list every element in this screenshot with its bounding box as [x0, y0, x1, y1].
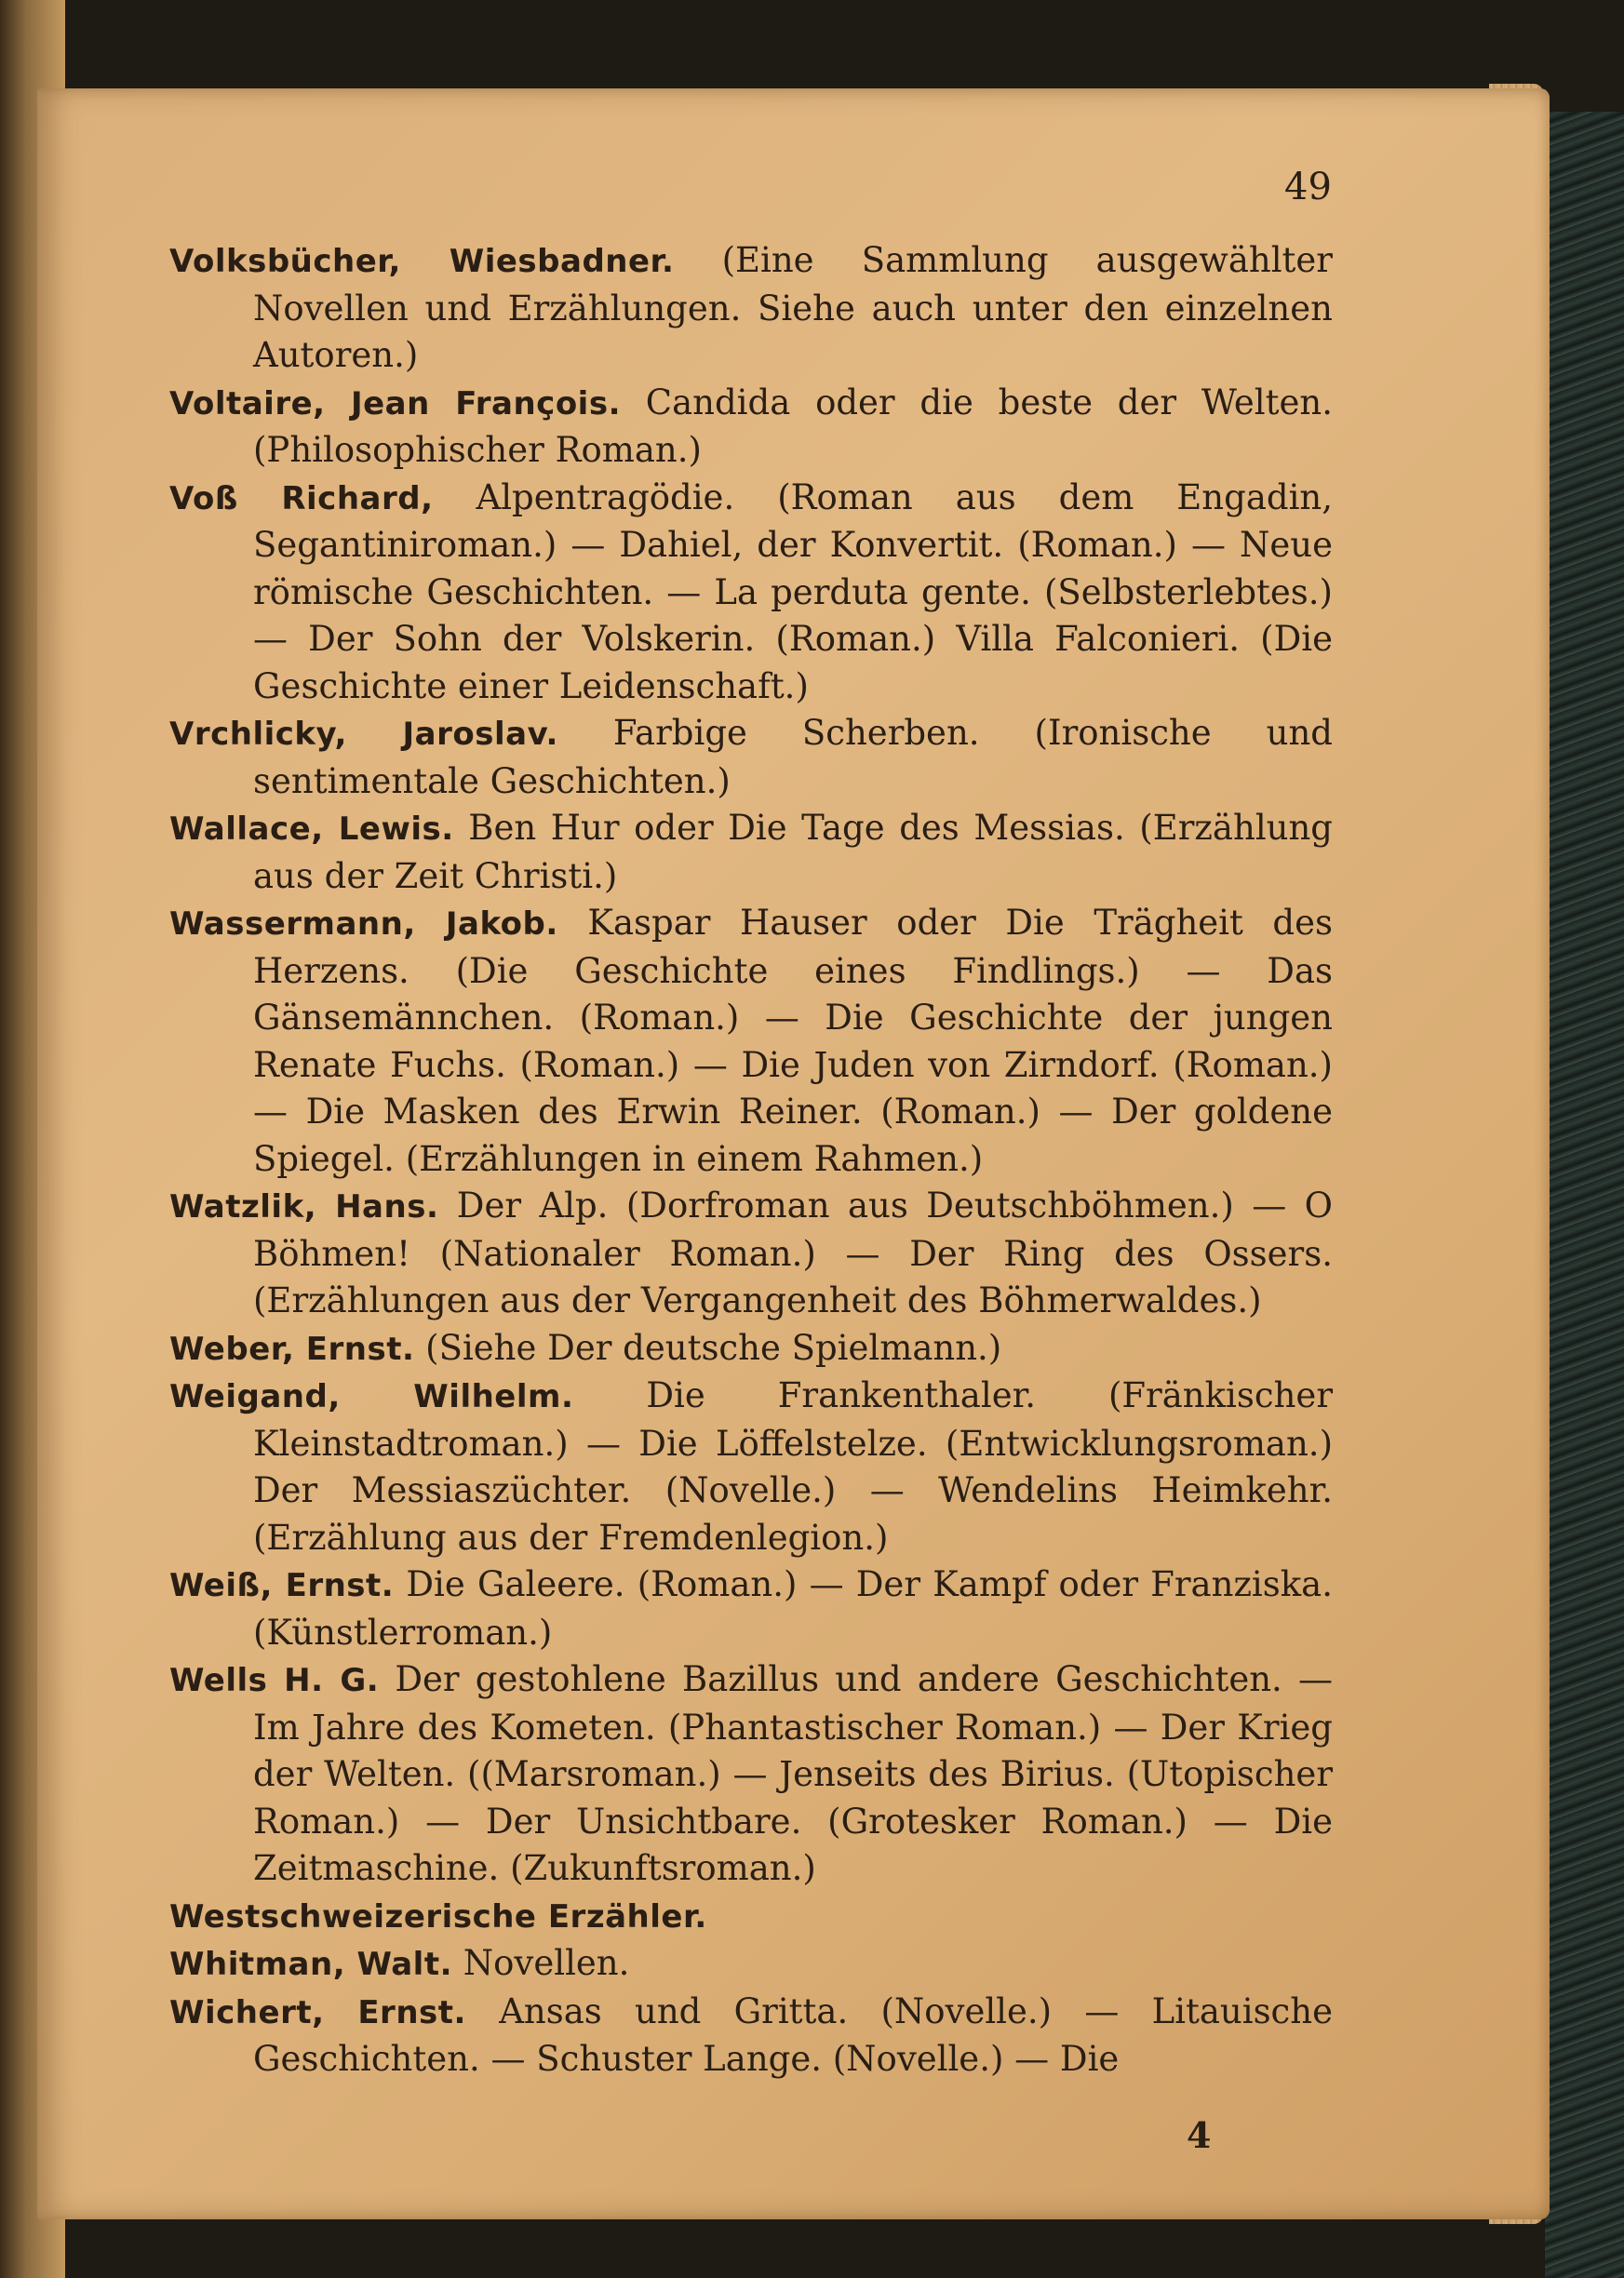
entry-author: Wells H. G.	[169, 1662, 380, 1699]
catalog-entry	[169, 1325, 1333, 1374]
catalog-entry	[169, 1989, 1333, 2084]
catalog-entry	[169, 237, 1333, 380]
catalog-entry	[169, 1656, 1333, 1893]
entry-works: Ansas und Gritta. (Novelle.) — Litauische Geschichten. — Schuster Lange. (Novelle.) — Die	[253, 1990, 1333, 2079]
entry-author: Westschweizerische Erzähler.	[169, 1897, 707, 1936]
entry-author: Whitman, Walt.	[169, 1946, 453, 1983]
catalog-text-block	[169, 237, 1333, 2084]
book-binding-right	[1545, 112, 1624, 2278]
entry-author: Weigand, Wilhelm.	[169, 1378, 574, 1415]
entry-author: Watzlik, Hans.	[169, 1188, 439, 1226]
entry-works: Der gestohlene Bazillus und andere Geschichten. — Im Jahre des Kometen. (Phantastischer Roman.) — Der Krieg der Welten. ((Marsroman.) — Jenseits des Birius. (Utopischer Roman.) — Der Unsichtbare. (Grotesker Roman.) — Die Zeitmaschine. (Zukunftsroman.)	[253, 1659, 1334, 1888]
catalog-entry	[169, 1183, 1333, 1325]
catalog-entry	[169, 1561, 1333, 1656]
entry-works: Novellen.	[463, 1943, 630, 1983]
signature-mark: 4	[1187, 2114, 1212, 2156]
entry-works: Farbige Scherben. (Ironische und sentimentale Geschichten.)	[253, 713, 1333, 801]
entry-author: Voß Richard,	[169, 479, 434, 517]
catalog-entry	[169, 900, 1333, 1183]
entry-works: Ben Hur oder Die Tage des Messias. (Erzählung aus der Zeit Christi.)	[253, 808, 1333, 896]
entry-author: Wichert, Ernst.	[169, 1993, 466, 2031]
catalog-entry	[169, 710, 1333, 805]
entry-author: Weber, Ernst.	[169, 1330, 415, 1368]
entry-works: Kaspar Hauser oder Die Trägheit des Herzens. (Die Geschichte eines Findlings.) — Das Gänsemännchen. (Roman.) — Die Geschichte der jungen Renate Fuchs. (Roman.) — Die Juden von Zirndorf. (Roman.) — Die Masken des Erwin Reiner. (Roman.) — Der goldene Spiegel. (Erzählungen in einem Rahmen.)	[253, 903, 1334, 1179]
entry-author: Vrchlicky, Jaroslav.	[169, 716, 558, 753]
entry-works: (Siehe Der deutsche Spielmann.)	[425, 1327, 1002, 1368]
catalog-entry	[169, 805, 1333, 900]
entry-author: Weiß, Ernst.	[169, 1567, 395, 1604]
entry-author: Wallace, Lewis.	[169, 811, 454, 848]
entry-author: Volksbücher, Wiesbadner.	[169, 243, 675, 280]
entry-author: Voltaire, Jean François.	[169, 384, 621, 422]
catalog-entry	[169, 1373, 1333, 1561]
entry-works: Candida oder die beste der Welten. (Philosophischer Roman.)	[253, 382, 1333, 470]
page-number: 49	[1284, 166, 1332, 208]
entry-works: Der Alp. (Dorfroman aus Deutschböhmen.) — O Böhmen! (Nationaler Roman.) — Der Ring des Ossers. (Erzählungen aus der Vergangenheit des Böhmerwaldes.)	[253, 1186, 1333, 1320]
catalog-entry	[169, 1893, 1333, 1941]
entry-works: (Eine Sammlung ausgewählter Novellen und Erzählungen. Siehe auch unter den einzelnen Autoren.)	[253, 240, 1333, 375]
entry-works: Die Frankenthaler. (Fränkischer Kleinstadtroman.) — Die Löffelstelze. (Entwicklungsroman.) Der Messiaszüchter. (Novelle.) — Wendelins Heimkehr. (Erzählung aus der Fremdenlegion.)	[253, 1375, 1334, 1558]
catalog-entry	[169, 380, 1333, 475]
entry-works: Alpentragödie. (Roman aus dem Engadin, Segantiniroman.) — Dahiel, der Konvertit. (Roman.) — Neue römische Geschichten. — La perduta gente. (Selbsterlebtes.) — Der Sohn der Volskerin. (Roman.) Villa Falconieri. (Die Geschichte einer Leidenschaft.)	[253, 476, 1333, 706]
entry-author: Wassermann, Jakob.	[169, 905, 558, 943]
catalog-entry	[169, 475, 1333, 711]
entry-works: Die Galeere. (Roman.) — Der Kampf oder Franziska. (Künstlerroman.)	[253, 1564, 1333, 1653]
catalog-entry	[169, 1940, 1333, 1989]
